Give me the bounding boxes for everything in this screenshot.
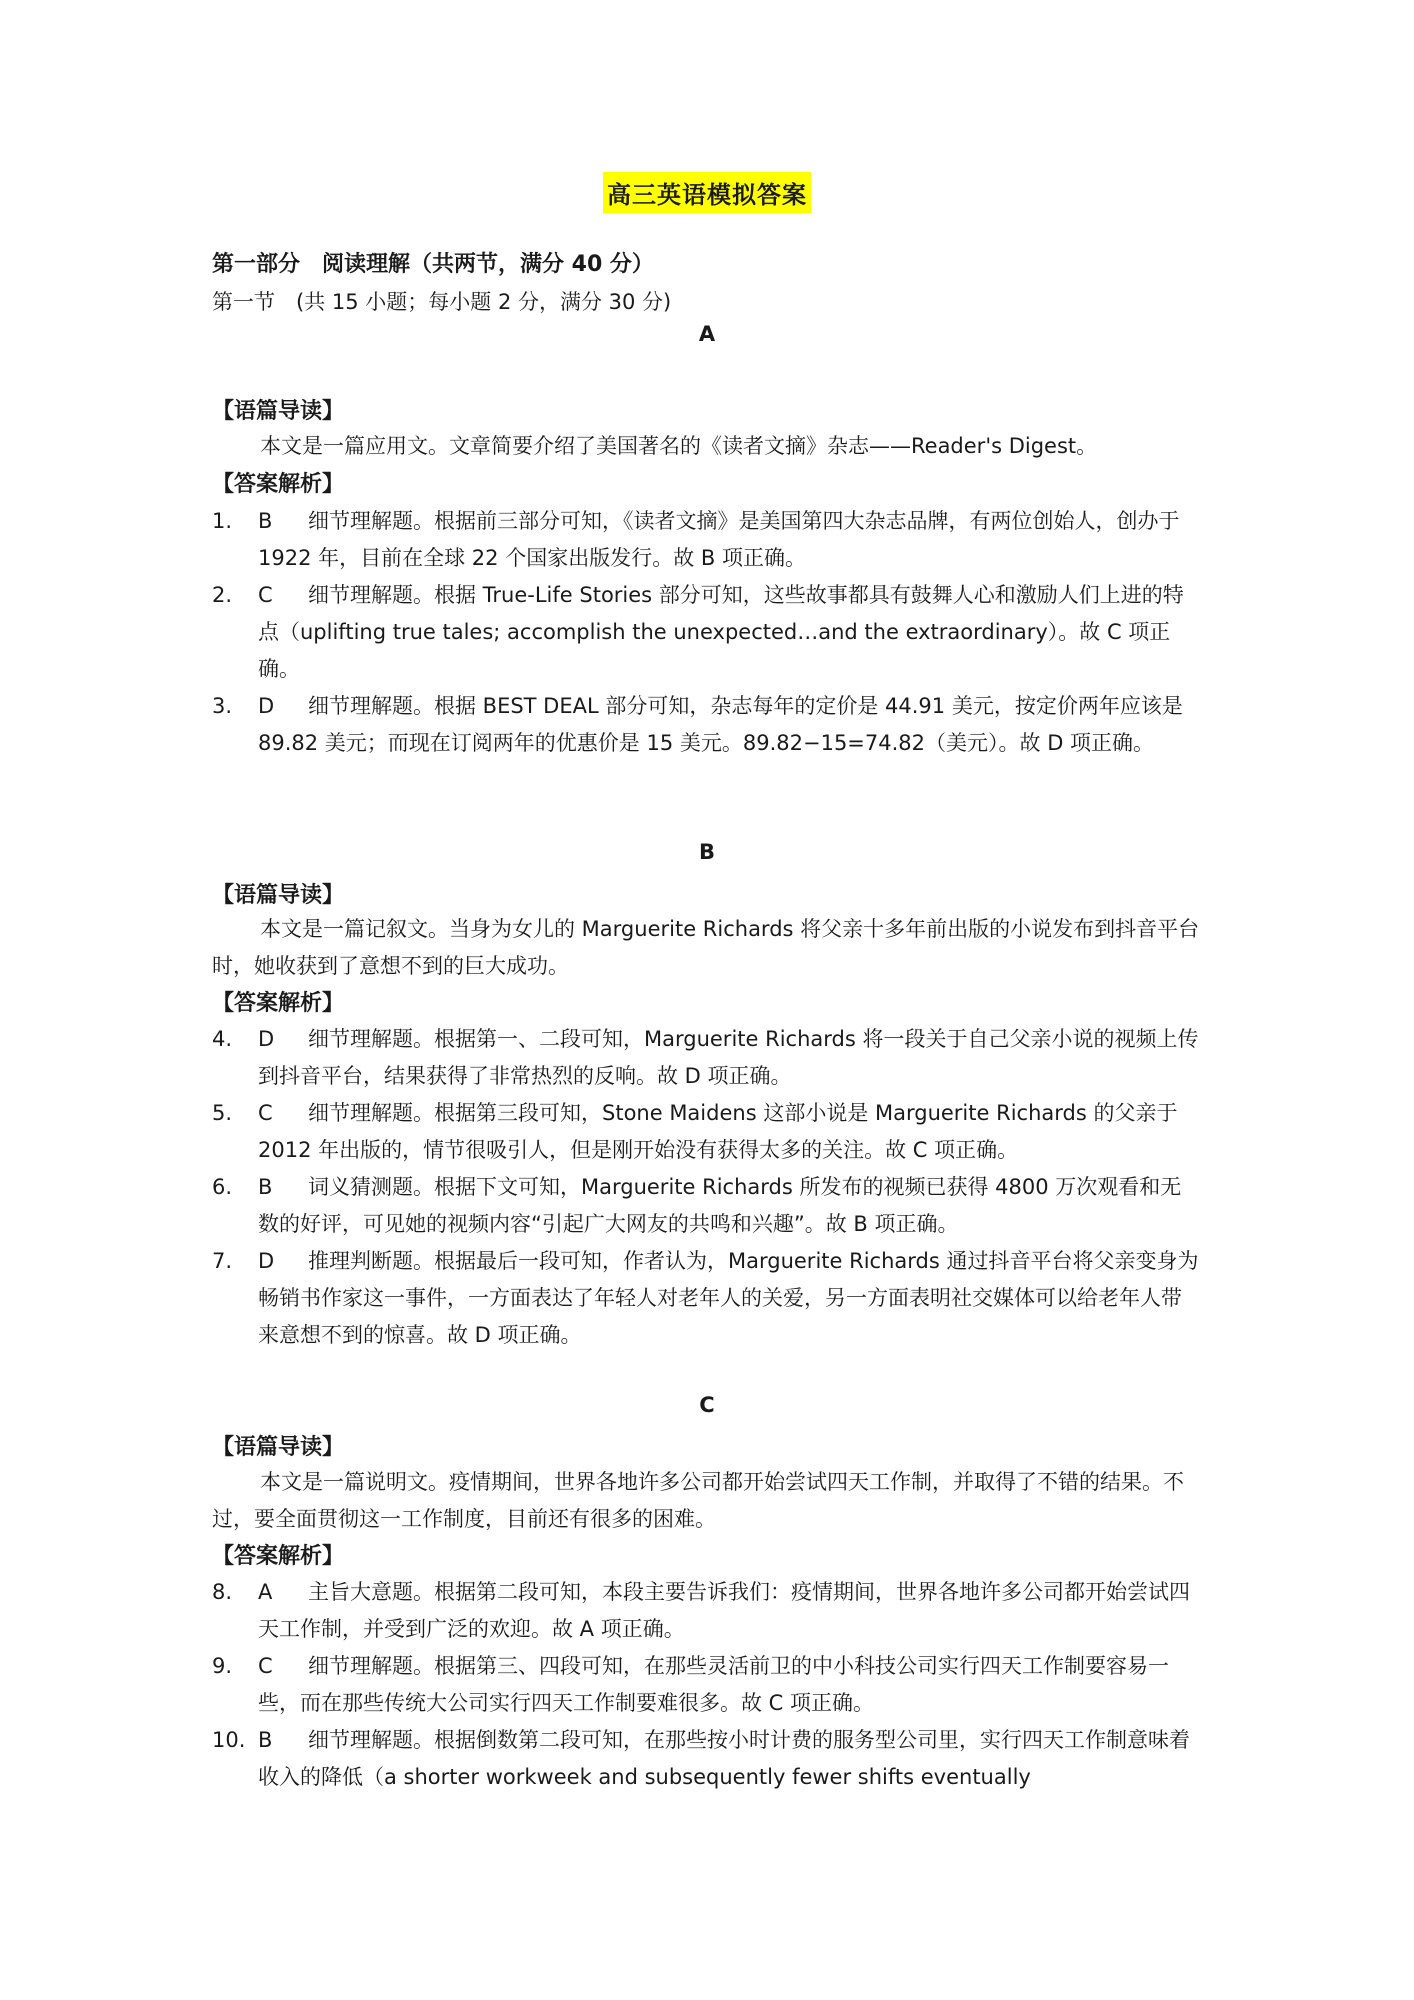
item-number: 3. (212, 694, 233, 718)
item-explanation: 细节理解题。根据第一、二段可知，Marguerite Richards 将一段关于自己父亲小说的视频上传到抖音平台，结果获得了非常热烈的反响。故 D 项正确。 (258, 1027, 1199, 1088)
item-number: 1. (212, 509, 233, 533)
item-answer: D (258, 694, 275, 718)
passage-a-analysis-label: 【答案解析】 (212, 472, 345, 497)
passage-b-intro: 本文是一篇记叙文。当身为女儿的 Marguerite Richards 将父亲十多年前出版的小说发布到抖音平台时，她收获到了意想不到的巨大成功。 (212, 917, 1200, 978)
answer-item (212, 1722, 1202, 1796)
item-answer: D (258, 1249, 275, 1273)
passage-c-letter: C (699, 1393, 715, 1417)
passage-c-intro: 本文是一篇说明文。疫情期间，世界各地许多公司都开始尝试四天工作制，并取得了不错的结果。不过，要全面贯彻这一工作制度，目前还有很多的困难。 (212, 1470, 1184, 1531)
item-number: 10. (212, 1728, 246, 1752)
item-explanation: 细节理解题。根据第三、四段可知，在那些灵活前卫的中小科技公司实行四天工作制要容易一些，而在那些传统大公司实行四天工作制要难很多。故 C 项正确。 (258, 1654, 1169, 1715)
item-explanation: 主旨大意题。根据第二段可知，本段主要告诉我们：疫情期间，世界各地许多公司都开始尝试四天工作制，并受到广泛的欢迎。故 A 项正确。 (258, 1580, 1190, 1641)
passage-a-intro: 本文是一篇应用文。文章简要介绍了美国著名的《读者文摘》杂志——Reader's Digest。 (260, 434, 1098, 458)
item-number: 4. (212, 1027, 233, 1051)
item-answer: C (258, 1101, 273, 1125)
part-heading: 第一部分 阅读理解（共两节，满分 40 分） (212, 252, 654, 277)
item-number: 6. (212, 1175, 233, 1199)
answer-item (212, 1169, 1202, 1243)
answer-item (212, 1021, 1202, 1095)
item-explanation: 细节理解题。根据倒数第二段可知，在那些按小时计费的服务型公司里，实行四天工作制意味着收入的降低（a shorter workweek and subsequently fewer shifts eventually (258, 1728, 1190, 1789)
item-explanation: 细节理解题。根据第三段可知，Stone Maidens 这部小说是 Marguerite Richards 的父亲于 2012 年出版的，情节很吸引人，但是刚开始没有获得太多的关注。故 C 项正确。 (258, 1101, 1178, 1162)
item-answer: B (258, 509, 273, 533)
item-explanation: 推理判断题。根据最后一段可知，作者认为，Marguerite Richards 通过抖音平台将父亲变身为畅销书作家这一事件，一方面表达了年轻人对老年人的关爱，另一方面表明社交媒体可以给老年人带来意想不到的惊喜。故 D 项正确。 (258, 1249, 1199, 1347)
item-number: 9. (212, 1654, 233, 1678)
item-explanation: 词义猜测题。根据下文可知，Marguerite Richards 所发布的视频已获得 4800 万次观看和无数的好评，可见她的视频内容“引起广大网友的共鸣和兴趣”。故 B 项正确。 (258, 1175, 1182, 1236)
passage-b-letter: B (698, 840, 715, 864)
passage-a-letter: A (698, 322, 716, 346)
passage-c-intro-label: 【语篇导读】 (212, 1435, 345, 1460)
section-heading: 第一节 (共 15 小题；每小题 2 分，满分 30 分) (212, 290, 672, 314)
answer-item (212, 688, 1202, 762)
item-explanation: 细节理解题。根据 True-Life Stories 部分可知，这些故事都具有鼓舞人心和激励人们上进的特点（uplifting true tales; accomplish the unexpected…and the extraordinary）。故 C 项正确。 (258, 583, 1184, 681)
item-number: 2. (212, 583, 233, 607)
item-answer: C (258, 1654, 273, 1678)
answer-item (212, 1574, 1202, 1648)
passage-b-analysis-label: 【答案解析】 (212, 991, 345, 1016)
title-container (0, 172, 1414, 213)
item-answer: B (258, 1728, 273, 1752)
item-answer: D (258, 1027, 275, 1051)
item-number: 7. (212, 1249, 233, 1273)
passage-b-intro-label: 【语篇导读】 (212, 883, 345, 908)
item-explanation: 细节理解题。根据 BEST DEAL 部分可知，杂志每年的定价是 44.91 美元，按定价两年应该是 89.82 美元；而现在订阅两年的优惠价是 15 美元。89.82−15=74.82（美元）。故 D 项正确。 (258, 694, 1183, 755)
answer-item (212, 503, 1202, 577)
page-title: 高三英语模拟答案 (603, 172, 811, 213)
item-number: 5. (212, 1101, 233, 1125)
answer-item (212, 1648, 1202, 1722)
item-explanation: 细节理解题。根据前三部分可知，《读者文摘》是美国第四大杂志品牌，有两位创始人，创办于 1922 年，目前在全球 22 个国家出版发行。故 B 项正确。 (258, 509, 1180, 570)
item-answer: A (258, 1580, 273, 1604)
item-number: 8. (212, 1580, 233, 1604)
item-answer: C (258, 583, 273, 607)
passage-c-analysis-label: 【答案解析】 (212, 1544, 345, 1569)
passage-a-intro-label: 【语篇导读】 (212, 399, 345, 424)
answer-item (212, 1243, 1202, 1354)
item-answer: B (258, 1175, 273, 1199)
answer-item (212, 1095, 1202, 1169)
answer-item (212, 577, 1202, 688)
